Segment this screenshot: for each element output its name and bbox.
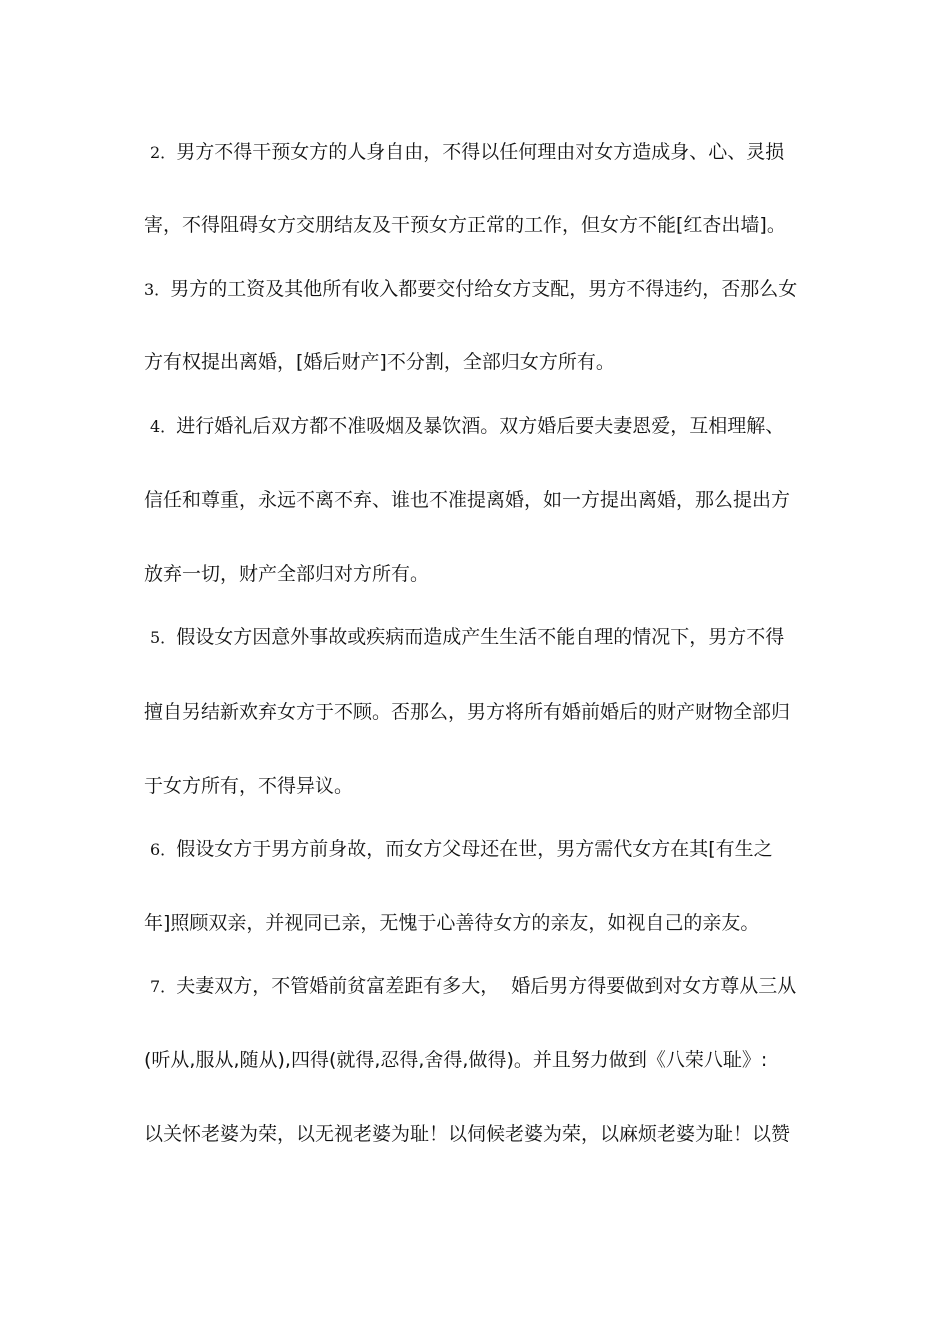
text-line: [150, 413, 820, 440]
text-line: [144, 561, 814, 587]
item-number: 2．: [150, 143, 177, 162]
text-line: [144, 699, 814, 725]
line-text: 年]照顾双亲，并视同已亲，无愧于心善待女方的亲友，如视自己的亲友。: [144, 912, 760, 934]
line-text: 假设女方因意外事故或疾病而造成产生生活不能自理的情况下，男方不得: [176, 626, 785, 648]
text-line: [150, 624, 820, 651]
line-text: 假设女方于男方前身故，而女方父母还在世，男方需代女方在其[有生之: [176, 838, 773, 860]
item-number: 6．: [150, 840, 177, 859]
line-text: 放弃一切，财产全部归对方所有。: [144, 563, 430, 585]
text-line: [144, 276, 814, 303]
line-text: 夫妻双方，不管婚前贫富差距有多大， 婚后男方得要做到对女方尊从三从: [176, 975, 797, 997]
line-text: 以关怀老婆为荣，以无视老婆为耻！以伺候老婆为荣，以麻烦老婆为耻！以赞: [144, 1123, 791, 1145]
line-text: 进行婚礼后双方都不准吸烟及暴饮酒。双方婚后要夫妻恩爱，互相理解、: [176, 415, 785, 437]
item-number: 7．: [150, 977, 177, 996]
line-text: 男方不得干预女方的人身自由，不得以任何理由对女方造成身、心、灵损: [176, 141, 785, 163]
text-line: [144, 1047, 814, 1073]
line-text: 男方的工资及其他所有收入都要交付给女方支配，男方不得违约，否那么女: [170, 278, 798, 300]
line-text: 擅自另结新欢弃女方于不顾。否那么，男方将所有婚前婚后的财产财物全部归: [144, 701, 791, 723]
text-line: [144, 1121, 814, 1147]
item-number: 4．: [150, 417, 177, 436]
line-text: (听从,服从,随从),四得(就得,忍得,舍得,做得)。并且努力做到《八荣八耻》:: [144, 1049, 768, 1071]
text-line: [150, 139, 820, 166]
line-text: 信任和尊重，永远不离不弃、谁也不准提离婚，如一方提出离婚，那么提出方: [144, 489, 791, 511]
text-line: [144, 773, 814, 799]
item-number: 5．: [150, 628, 177, 647]
text-line: [144, 349, 814, 375]
text-line: [144, 487, 814, 513]
text-line: [150, 973, 820, 1000]
text-line: [144, 212, 814, 238]
text-line: [144, 910, 814, 936]
line-text: 害，不得阻碍女方交朋结友及干预女方正常的工作，但女方不能[红杏出墙]。: [144, 214, 786, 236]
text-line: [150, 836, 820, 863]
line-text: 于女方所有，不得异议。: [144, 775, 354, 797]
item-number: 3．: [144, 280, 171, 299]
line-text: 方有权提出离婚，[婚后财产]不分割，全部归女方所有。: [144, 351, 615, 373]
